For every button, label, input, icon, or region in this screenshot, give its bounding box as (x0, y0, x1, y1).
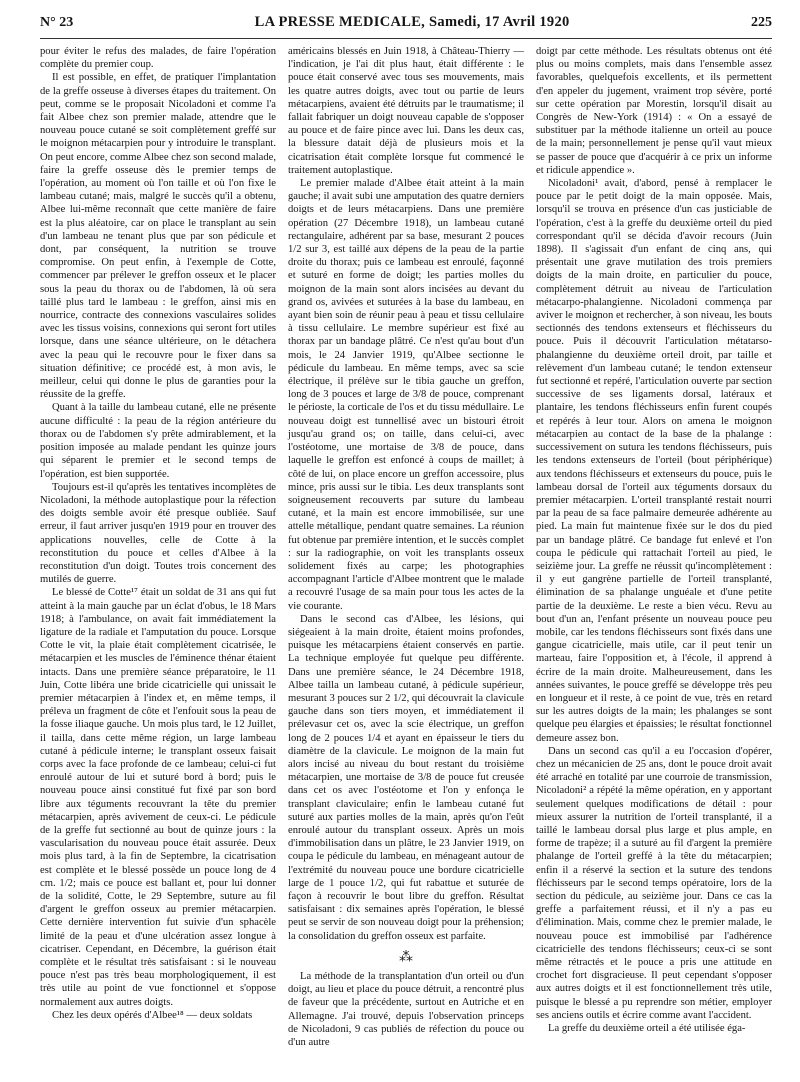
page-number: 225 (751, 15, 772, 30)
column-1 (40, 45, 276, 1075)
paragraph: pour éviter le refus des malades, de faire l'opération complète du premier coup. (40, 46, 276, 71)
column-2 (288, 45, 524, 1075)
paragraph: Toujours est-il qu'après les tentatives incomplètes de Nicoladoni, la méthode autoplastique pour la réfection des doigts semble avoir été presque oubliée. Sauf erreur, il faut arriver jusqu'en 1919 pour en trouver des applications nouvelles, celle de Cotte à la reconstitution du pouce et celles d'Albee à la reconstitution d'un doigt. Toutes trois concernent des mutilés de guerre. (40, 481, 276, 586)
paragraph: Chez les deux opérés d'Albee¹⁸ — deux soldats (52, 1009, 253, 1021)
paragraph: La méthode de la transplantation d'un orteil ou d'un doigt, au lieu et place du pouce détruit, a rencontré plus de faveur que la précédente, surtout en Autriche et en Allemagne. J'ai trouvé, depuis l'observation princeps de Nicoladoni, 9 cas publiés de réfection du pouce ou d'un autre (288, 971, 524, 1049)
paragraph: Il est possible, en effet, de pratiquer l'implantation de la greffe osseuse à diverses étapes du traitement. On peut, comme se le proposait Nicoladoni et comme l'a fait Albee chez son premier malade, attendre que le nouveau pouce cutané se soit complètement greffé sur le moignon métacarpien pour y introduire le transplant. On peut encore, comme Albee chez son second malade, faire la greffe osseuse dès le premier temps de l'opération, au moment où l'on taille et où l'on fixe le lambeau cutané; mais, malgré le succès qu'il a obtenu, Albee lui-même reconnaît que cette manière de faire est la plus aléatoire, car on place le transplant au sein d'un lambeau ne tenant plus que par son pédicule et dont, par conséquent, la nutrition se trouve compromise. On peut enfin, à l'exemple de Cotte, commencer par prélever le greffon osseux et le placer sous la peau du thorax ou de l'abdomen, là où sera taillé plus tard le lambeau : le greffon, ainsi mis en nourrice, contracte des connexions vasculaires solides avec les tissus voisins, connexions qui seront fort utiles lorsque, dans une séance ultérieure, on le détachera avec la peau qui le recouvre pour le fixer dans sa situation définitive; ce procédé est, à mon avis, le meilleur, celui qui donne le plus de garanties pour la réussite de la greffe. (40, 72, 276, 401)
column-3 (536, 45, 772, 1075)
paragraph: La greffe du deuxième orteil a été utilisée éga- (548, 1023, 746, 1035)
paragraph: Le blessé de Cotte¹⁷ était un soldat de 31 ans qui fut atteint à la main gauche par un éclat d'obus, le 18 Mars 1918; à l'ambulance, on avait fait immédiatement la ligature de la radiale et l'amputation du pouce. Lorsque Cotte le vit, la plaie était complètement cicatrisée, le métacarpien et les muscles de l'éminence thénar étaient intacts. Dans une première séance préparatoire, le 11 Juin, Cotte libéra une bride cicatricielle qui unissait le premier métacarpien à l'index et, en même temps, il préleva un fragment de côte et l'enfouit sous la peau de la fosse iliaque gauche. Un mois plus tard, le 12 Juillet, il tailla, dans cette même région, un large lambeau cutané à pédicule interne; le transplant osseux faisait corps avec la face profonde de ce lambeau; celui-ci fut enroulé autour de lui et suturé bord à bord; puis le nouveau pouce ainsi constitué fut fixé par son bord libre aux téguments recouvrant la tête du premier métacarpien, après avivement de ceux-ci. Le pédicule de la greffe fut sectionné au bout de quinze jours : la vascularisation du nouveau pouce était assurée. Deux mois plus tard, à la fin de Septembre, la cicatrisation est complète et le blessé possède un pouce long de 4 cm. 1/2; mais ce pouce est ballant et, pour lui donner de la solidité, Cotte, le 29 Septembre, suture au fil d'argent le greffon osseux au premier métacarpien. Cette dernière intervention fut suivie d'un sphacèle limité de la peau et d'une ulcération assez longue à cicatriser. Cependant, en Décembre, la guérison était complète et le résultat très satisfaisant : si le nouveau pouce n'est pas très beau morphologiquement, il est très utile au point de vue fonctionnel et s'oppose normalement aux autres doigts. (40, 587, 276, 1008)
paragraph: Le premier malade d'Albee était atteint à la main gauche; il avait subi une amputation des quatre derniers doigts et de leurs métacarpiens. Dans une première opération (27 Décembre 1918), un lambeau cutané rectangulaire, adhérent par sa base, mesurant 2 pouces 1/2 sur 3, est taillé aux dépens de la peau de la partie droite du thorax; puis ce lambeau est enroulé, façonné et suturé en forme de doigt; les parties molles du moignon de la main sont alors incisées au devant du grand os, avivées et suturées à la base du lambeau, en ayant bien soin de réunir peau à peau et tissu cellulaire à tissu cellulaire. Le membre supérieur est fixé au thorax par un bandage plâtré. Ce n'est qu'au bout d'un mois, le 24 Janvier 1919, qu'Albee sectionne le pédicule du lambeau. En même temps, avec sa scie électrique, il prélève sur le tibia gauche un greffon, long de 3 pouces et large de 3/8 de pouce, comprenant le périoste, la corticale de l'os et du tissu médullaire. Le nouveau doigt est tunnellisé avec un bistouri étroit jusqu'au grand os; on taille, dans celui-ci, avec l'ostéotome, une mortaise de 3/8 de pouce, dans laquelle le greffon est enfoncé à coups de maillet; à côté de lui, on place encore un greffon accessoire, plus mince, pris aussi sur le tibia. Les deux transplants sont soigneusement recouverts par suture du lambeau cutané, et la main est encore immobilisée, sur une attelle métallique, pendant quatre semaines. La réunion fut obtenue par première intention, et le succès complet : sur la radiographie, on voit les transplants osseux solidement fixés au carpe; les photographies accompagnant l'article d'Albee montrent que le malade a recouvré l'usage de sa main pour tous les actes de la vie courante. (288, 178, 524, 612)
paragraph: américains blessés en Juin 1918, à Château-Thierry — l'indication, je l'ai dit plus haut, était différente : le pouce était conservé avec tous ses mouvements, mais les quatre autres doigts, avec tout ou partie de leurs métacarpiens, avaient été détruits par le traumatisme; il fallait fabriquer un doigt nouveau capable de s'opposer au pouce et de faire pince avec lui. Dans les deux cas, la blessure datait déjà de plusieurs mois et la cicatrisation était complète lorsque fut commencé le traitement autoplastique. (288, 46, 524, 176)
paragraph: Dans le second cas d'Albee, les lésions, qui siégeaient à la main droite, étaient moins profondes, puisque les métacarpiens étaient conservés en partie. La technique employée fut quelque peu différente. Dans une première séance, le 24 Décembre 1918, Albee tailla un lambeau cutané, à pédicule supérieur, mesurant 3 pouces sur 2 1/2, qui découvrait la clavicule gauche dans son tiers moyen, et immédiatement il prélevasur cet os, avec la scie électrique, un greffon long de 2 pouces 1/4 et ayant en épaisseur le tiers du diamètre de la clavicule. Le moignon de la main fut alors incisé au niveau du bout restant du troisième métacarpien, une mortaise de 3/8 de pouce fut creusée dans cet os avec l'ostéotome et l'on y enfonça le transplant claviculaire; enfin le lambeau cutané fut suturé aux parties molles de la main, après qu'on l'eût enroulé autour du transplant osseux. Après un mois d'immobilisation dans un plâtre, le 23 Janvier 1919, on coupa le pédicule du lambeau, en ménageant autour de l'extrémité du nouveau pouce une bordure cicatricielle large de 1 pouce 1/2, qui fut rabattue et suturée de façon à recouvrir le bout libre du greffon. Résultat satisfaisant : dix semaines après l'opération, le blessé peut se servir de son nouveau doigt pour la préhension; la consolidation du greffon osseux est parfaite. (288, 613, 524, 942)
paragraph: Quant à la taille du lambeau cutané, elle ne présente aucune difficulté : la peau de la région antérieure du thorax ou de l'abdomen s'y prête admirablement, et la position imposée au malade pendant les quinze jours qui séparent le premier et le second temps de l'opération, est bien supportée. (40, 402, 276, 480)
journal-title: LA PRESSE MEDICALE, Samedi, 17 Avril 1920 (254, 14, 570, 30)
header-rule (40, 38, 772, 39)
text-columns (40, 45, 772, 1075)
issue-number: N° 23 (40, 15, 74, 30)
section-separator: ⁂ (399, 949, 413, 965)
paragraph: Nicoladoni¹ avait, d'abord, pensé à remplacer le pouce par le petit doigt de la main opposée. Mais, lorsqu'il se trouva en présence d'un cas justiciable de l'opération, c'est à la greffe du deuxième orteil du pied correspondant qu'il se décida d'avoir recours (Juin 1898). Il s'agissait d'un enfant de cinq ans, qui présentait une grave mutilation des trois premiers doigts de la main droite, en particulier du pouce, complètement détruit au niveau de l'articulation métacarpo-phalangienne. Nicoladoni commença par aviver le moignon et rechercher, à son niveau, les bouts sectionnés des tendons extenseurs et fléchisseurs du pouce. Puis il découvrit l'articulation métatarso-phalangienne du deuxième orteil droit, par taille et relèvement d'un lambeau cutané; le tendon extenseur fut sectionné et repéré, l'articulation ouverte par section successive de ses ligaments dorsal, latéraux et plantaire, les tendons fléchisseurs enfin furent coupés et repérés à leur tour. Alors on amena le moignon métacarpien au contact de la base de la phalange : successivement on sutura les tendons fléchisseurs, puis les tendons extenseurs de l'orteil (bout périphérique) aux tendons fléchisseurs et extenseurs du pouce, puis le lambeau dorsal de l'orteil aux téguments dorsaux du premier métacarpien. L'orteil transplanté restait nourri par la peau de sa face palmaire demeurée adhérente au pied. La main fut maintenue fixée sur le dos du pied par un bandage plâtré. Ce bandage fut enlevé et l'on coupa le pédicule qui rattachait l'orteil au pied, le seizième jour. La greffe ne réussit qu'incomplètement : il y eut gangrène partielle de l'orteil transplanté, élimination de sa phalange unguéale et d'une petite partie de la deuxième. Le reste a bien vécu. Revu au bout d'un an, l'enfant présente un nouveau pouce peu mobile, car les tendons fléchisseurs sont fixés dans une gangue cicatricielle, mais utile, car il peut tenir un marteau, faire l'opposition et, à l'école, il apprend à écrire de la main droite. Malheureusement, dans les années suivantes, le pouce greffé se développe très peu en longueur et il reste, à ce point de vue, très en retard sur les autres doigts de la main; les phalanges se sont quelque peu élargies et épaissies; le résultat fonctionnel demeure assez bon. (536, 178, 772, 744)
paragraph: Dans un second cas qu'il a eu l'occasion d'opérer, chez un mécanicien de 25 ans, dont le pouce droit avait été arraché en totalité par une courroie de transmission, Nicoladoni² a répété la même opération, en y apportant seulement quelques modifications de détail : pour mieux assurer la nutrition de l'orteil transplanté, il a taillé le lambeau dorsal plus large et plus ample, en forme de trapèze; il a suturé au fil d'argent la première phalange de l'orteil greffé à la tête du métacarpien; enfin il a réservé la section et la suture des tendons fléchisseurs par le second temps opératoire, lors de la section du pédicule, au seizième jour. Dans ce cas la greffe a parfaitement réussi, et il n'y a pas eu d'élimination. Mais, comme chez le premier malade, le nouveau pouce est immobilisé par l'adhérence cicatricielle des tendons fléchisseurs; ceux-ci se sont même rétractés et le pouce a pris une attitude en crochet fort disgracieuse. Il peut cependant s'opposer aux autres doigts et il est fonctionnellement très utile, puisque le blessé a pu reprendre son métier, employer ses anciens outils et écrire comme avant l'accident. (536, 745, 772, 1021)
page-header (40, 14, 772, 34)
paragraph: doigt par cette méthode. Les résultats obtenus ont été plus ou moins complets, mais dans l'ensemble assez favorables, quelquefois excellents, et ils permettent d'en appeler du jugement, vraiment trop sévère, porté sur cette opération par Morestin, lorsqu'il disait au Congrès de New-York (1914) : « On a essayé de substituer par la méthode italienne un orteil au pouce de la main; personnellement je pense qu'il vaut mieux se passer de pouce que d'acquérir à ce prix un informe et ridicule appendice ». (536, 46, 772, 176)
